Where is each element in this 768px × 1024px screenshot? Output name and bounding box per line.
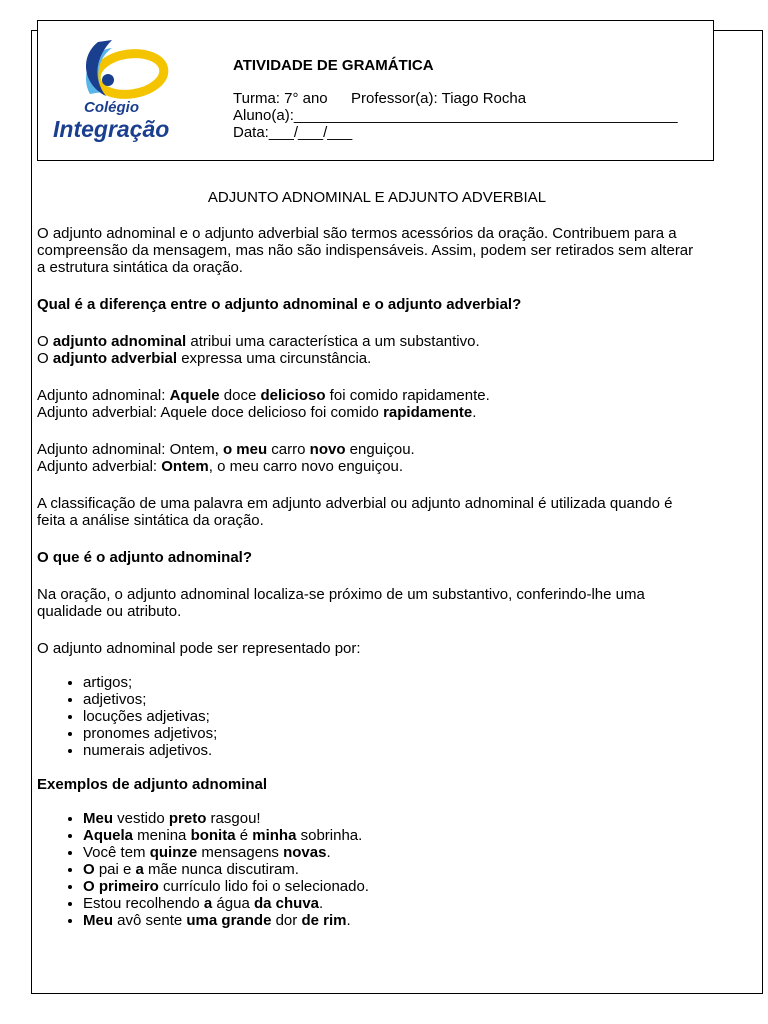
example-run: Meu xyxy=(83,810,113,827)
example-run: . xyxy=(346,912,351,929)
examples-list xyxy=(37,810,727,929)
definition-adverbial: O adjunto adverbial expressa uma circunstância. xyxy=(37,350,372,367)
list-item xyxy=(83,861,727,878)
definition-adnominal: O adjunto adnominal atribui uma característica a um substantivo. xyxy=(37,333,480,350)
example-run: da chuva xyxy=(253,895,320,912)
example-run: água xyxy=(212,895,254,912)
logo-line1: Colégio xyxy=(84,99,139,116)
activity-title: ATIVIDADE DE GRAMÁTICA xyxy=(233,57,434,74)
example-run: O primeiro xyxy=(83,878,159,895)
classification-line-1: A classificação de uma palavra em adjunto adverbial ou adjunto adnominal é utilizada quando é xyxy=(37,495,673,512)
example-run: Meu xyxy=(83,912,113,929)
example-adnominal-2: Adjunto adnominal: Ontem, o meu carro novo enguiçou. xyxy=(37,441,415,458)
representation-list xyxy=(37,674,727,759)
example-adverbial-2: Adjunto adverbial: Ontem, o meu carro novo enguiçou. xyxy=(37,458,404,475)
list-item xyxy=(83,912,727,929)
question-difference: Qual é a diferença entre o adjunto adnominal e o adjunto adverbial? xyxy=(37,296,522,313)
document-title xyxy=(37,189,727,206)
list-item: • numerais adjetivos. xyxy=(83,742,727,759)
example-run: novas xyxy=(283,844,327,861)
example-run: bonita xyxy=(190,827,236,844)
intro-line-2: compreensão da mensagem, mas não são indispensáveis. Assim, podem ser retirados sem alterar xyxy=(37,242,694,259)
example-run: currículo lido foi o selecionado. xyxy=(158,878,369,895)
example-run: Você tem xyxy=(83,844,150,861)
student-field: Aluno(a):______________________________________________ xyxy=(233,107,678,124)
class-row xyxy=(233,90,678,107)
example-run: avô sente xyxy=(113,912,187,929)
list-item: • artigos; xyxy=(83,674,727,691)
example-run: sobrinha. xyxy=(296,827,363,844)
example-run: Estou recolhendo xyxy=(83,895,204,912)
examples-title: Exemplos de adjunto adnominal xyxy=(37,776,268,793)
list-item: • pronomes adjetivos; xyxy=(83,725,727,742)
example-run: O xyxy=(83,861,95,878)
header-text xyxy=(233,57,678,141)
example-run: . xyxy=(319,895,324,912)
intro-line-1: O adjunto adnominal e o adjunto adverbial são termos acessórios da oração. Contribuem para a xyxy=(37,225,677,242)
example-adnominal-1: Adjunto adnominal: Aquele doce delicioso foi comido rapidamente. xyxy=(37,387,490,404)
example-run: mãe nunca discutiram. xyxy=(143,861,299,878)
example-run: a xyxy=(135,861,144,878)
example-run: rasgou! xyxy=(206,810,261,827)
example-run: preto xyxy=(168,810,207,827)
question-what-is: O que é o adjunto adnominal? xyxy=(37,549,253,566)
example-run: quinze xyxy=(149,844,198,861)
example-run: de rim xyxy=(301,912,347,929)
list-item: • locuções adjetivas; xyxy=(83,708,727,725)
list-item xyxy=(83,844,727,861)
example-run: é xyxy=(235,827,253,844)
list-item xyxy=(83,895,727,912)
list-item: • adjetivos; xyxy=(83,691,727,708)
example-run: uma grande xyxy=(186,912,272,929)
list-item xyxy=(83,810,727,827)
logo-line2: Integração xyxy=(53,116,170,142)
example-run: pai e xyxy=(94,861,136,878)
example-run: minha xyxy=(252,827,297,844)
example-run: Aquela xyxy=(83,827,134,844)
document-body xyxy=(37,189,727,929)
example-run: vestido xyxy=(113,810,169,827)
definition-line-1: Na oração, o adjunto adnominal localiza-se próximo de um substantivo, conferindo-lhe uma xyxy=(37,586,645,603)
document-title-text: ADJUNTO ADNOMINAL E ADJUNTO ADVERBIAL xyxy=(207,189,547,206)
list-item xyxy=(83,878,727,895)
example-run: . xyxy=(326,844,331,861)
example-run: menina xyxy=(133,827,191,844)
school-logo xyxy=(50,36,175,146)
example-run: a xyxy=(203,895,213,912)
list-item xyxy=(83,827,727,844)
teacher-label: Professor(a): Tiago Rocha xyxy=(351,90,527,107)
class-label: Turma: 7° ano xyxy=(233,90,328,107)
intro-line-3: a estrutura sintática da oração. xyxy=(37,259,243,276)
example-run: dor xyxy=(271,912,302,929)
classification-line-2: feita a análise sintática da oração. xyxy=(37,512,264,529)
example-adverbial-1: Adjunto adverbial: Aquele doce delicioso foi comido rapidamente. xyxy=(37,404,477,421)
definition-line-2: qualidade ou atributo. xyxy=(37,603,182,620)
date-field: Data:___/___/___ xyxy=(233,124,353,141)
example-run: mensagens xyxy=(197,844,284,861)
representation-intro: O adjunto adnominal pode ser representado por: xyxy=(37,640,361,657)
